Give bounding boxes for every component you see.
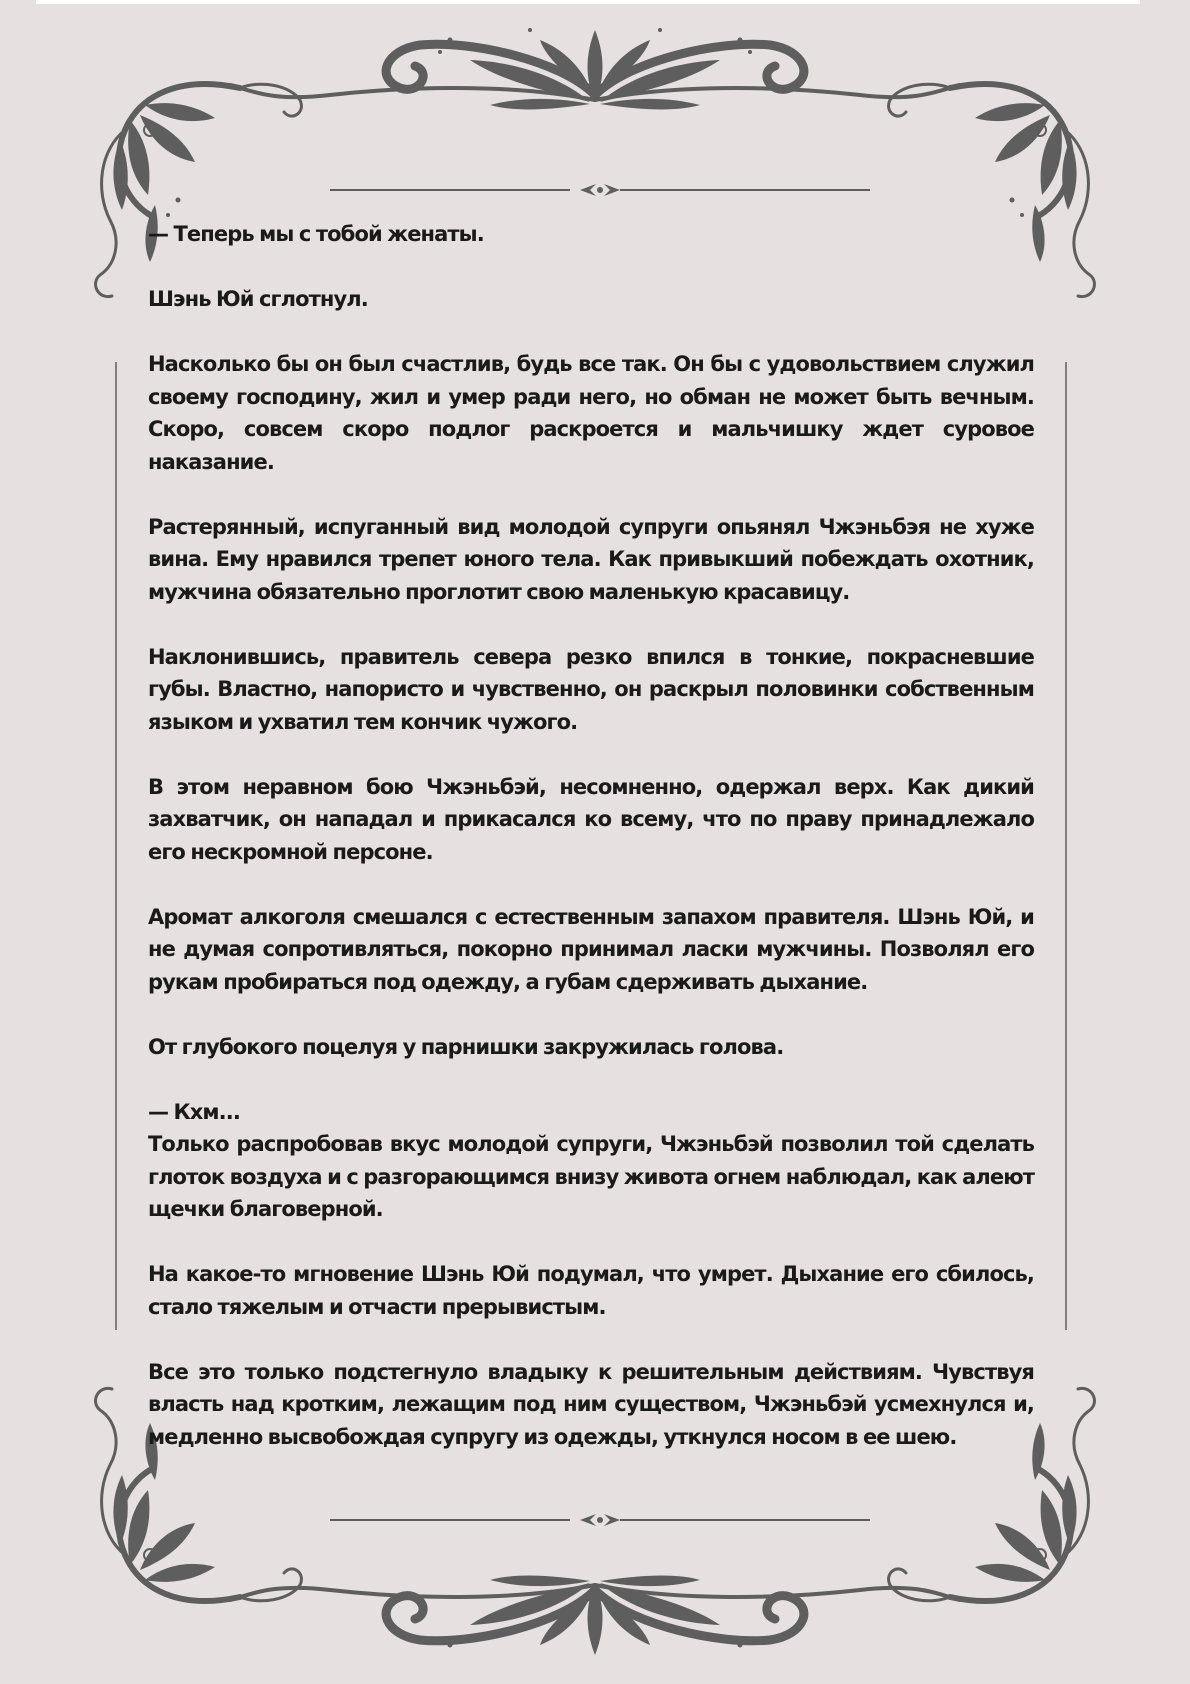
bottom-flourish — [230, 1576, 960, 1655]
paragraph-1: — Теперь мы с тобой женаты. — [148, 222, 484, 246]
paragraph-2: Шэнь Юй сглотнул. — [148, 287, 368, 311]
paragraph-9: — Кхм... — [148, 1099, 240, 1124]
paragraph-8: От глубокого поцелуя у парнишки закружилась голова. — [148, 1034, 784, 1059]
paragraph-6: В этом неравном бою Чжэньбэй, несомненно, одержал верх. Как дикий захватчик, он нападал и прикасался ко всему, что по праву принадлежало его нескромной персоне. — [148, 774, 1034, 864]
bottom-divider — [330, 1514, 870, 1526]
paragraph-4: Растерянный, испуганный вид молодой супруги опьянял Чжэньбэя не хуже вина. Ему нравился трепет юного тела. Как привыкший побеждать охотник, мужчина обязательно проглотит свою маленькую красавицу. — [148, 514, 1034, 604]
paragraph-5: Наклонившись, правитель севера резко впился в тонкие, покрасневшие губы. Властно, напористо и чувственно, он раскрыл половинки собственным языком и ухватил тем кончик чужого. — [148, 644, 1034, 734]
story-text — [148, 218, 1034, 1486]
paragraph-7: Аромат алкоголя смешался с естественным запахом правителя. Шэнь Юй, и не думая сопротивляться, покорно принимал ласки мужчины. Позволял его рукам пробираться под одежду, а губам сдерживать дыхание. — [148, 904, 1034, 994]
paragraph-3: Насколько бы он был счастлив, будь все так. Он бы с удовольствием служил своему господину, жил и умер ради него, но обман не может быть вечным. Скоро, совсем скоро подлог раскроется и мальчишку ждет суровое наказание. — [148, 352, 1034, 474]
paragraph-11: На какое-то мгновение Шэнь Юй подумал, что умрет. Дыхание его сбилось, стало тяжелым и отчасти прерывистым. — [148, 1262, 1034, 1319]
paragraph-12: Все это только подстегнуло владыку к решительным действиям. Чувствуя власть над кротким, лежащим под ним существом, Чжэньбэй усмехнулся и, медленно высвобождая супругу из одежды, уткнулся носом в ее шею. — [148, 1359, 1034, 1449]
top-divider — [330, 184, 870, 196]
top-flourish — [230, 28, 960, 109]
paragraph-10: Только распробовав вкус молодой супруги, Чжэньбэй позволил той сделать глоток воздуха и с разгорающимся внизу живота огнем наблюдал, как алеют щечки благоверной. — [148, 1132, 1034, 1221]
